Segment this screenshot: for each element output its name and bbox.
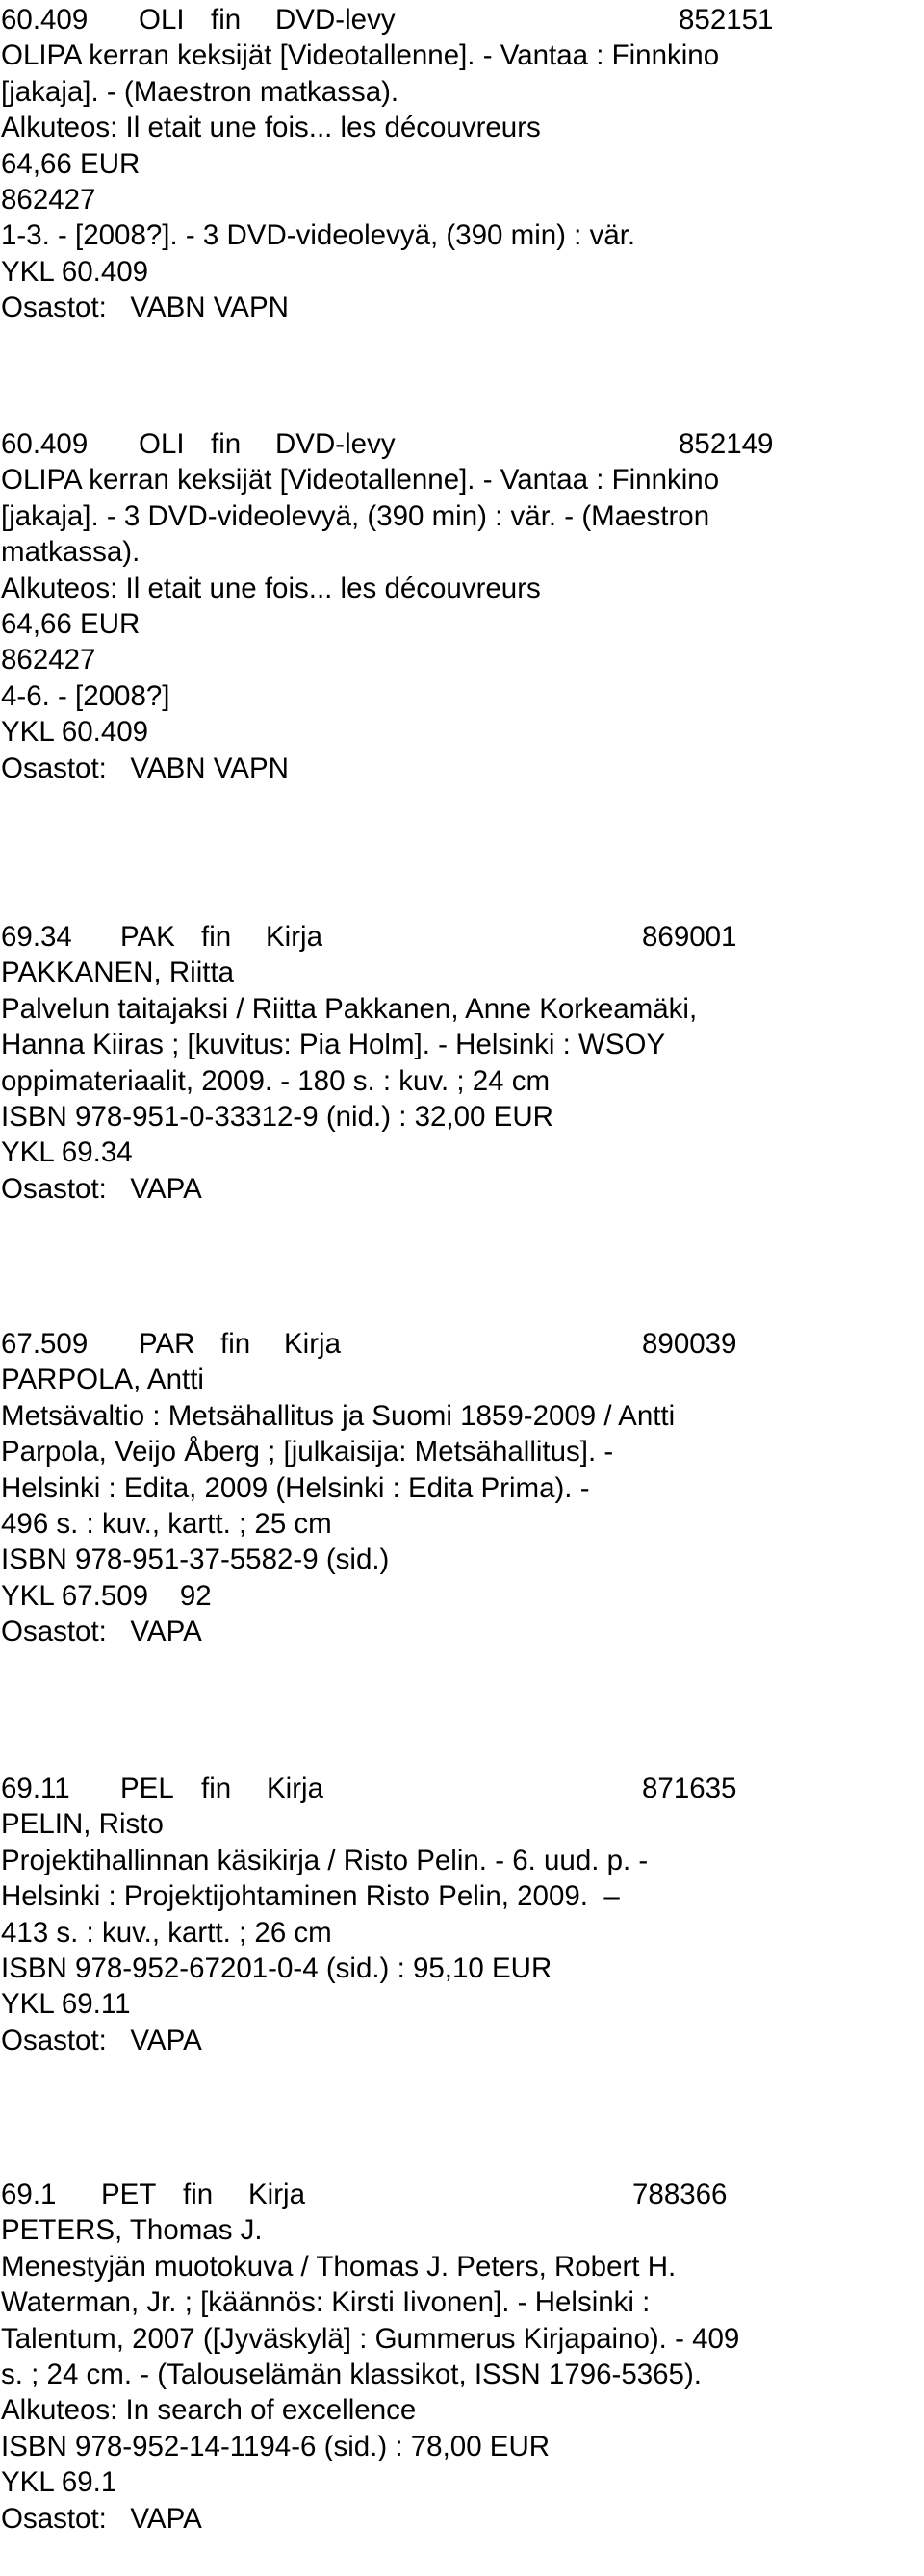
entry-line: Projektihallinnan käsikirja / Risto Pelin. - 6. uud. p. - — [1, 1844, 649, 1876]
catalog-entry — [1, 2, 920, 326]
entry-number: 871635 — [642, 1773, 737, 1804]
entry-line: PELIN, Risto — [1, 1808, 164, 1841]
entry-line: Helsinki : Projektijohtaminen Risto Pelin, 2009. – — [1, 1880, 620, 1913]
entry-line: Alkuteos: In search of excellence — [1, 2394, 417, 2427]
entry-line: YKL 67.509 92 — [1, 1579, 212, 1612]
entry-type: Kirja — [248, 2179, 306, 2210]
entry-line: Waterman, Jr. ; [käännös: Kirsti Iivonen]. - Helsinki : — [1, 2286, 651, 2319]
entry-line: Alkuteos: Il etait une fois... les découvreurs — [1, 572, 541, 604]
entry-class: 60.409 — [1, 4, 89, 36]
entry-line: 4-6. - [2008?] — [1, 679, 170, 712]
entry-line: oppimateriaalit, 2009. - 180 s. : kuv. ; 24 cm — [1, 1064, 551, 1097]
entry-line: 413 s. : kuv., kartt. ; 26 cm — [1, 1916, 332, 1949]
entry-line: YKL 60.409 — [1, 716, 149, 749]
entry-line: OLIPA kerran keksijät [Videotallenne]. - Vantaa : Finnkino — [1, 464, 720, 497]
entry-line: Osastot: VABN VAPN — [1, 752, 289, 784]
entry-line: OLIPA kerran keksijät [Videotallenne]. - Vantaa : Finnkino — [1, 39, 720, 72]
entry-line: YKL 60.409 — [1, 255, 149, 288]
entry-class: 69.34 — [1, 921, 72, 953]
entry-line: YKL 69.34 — [1, 1136, 133, 1169]
entry-header — [1, 2, 920, 38]
entry-line: PARPOLA, Antti — [1, 1364, 204, 1396]
entry-line: Palvelun taitajaksi / Riitta Pakkanen, Anne Korkeamäki, — [1, 992, 698, 1025]
entry-line: Osastot: VABN VAPN — [1, 292, 289, 324]
entry-code: PAK — [120, 921, 175, 953]
entry-line: 862427 — [1, 183, 96, 216]
entry-number: 852149 — [679, 428, 774, 460]
entry-number: 869001 — [642, 921, 737, 953]
entry-line: 64,66 EUR — [1, 147, 141, 180]
entry-language: fin — [201, 921, 232, 953]
entry-number: 890039 — [642, 1328, 737, 1360]
catalog-entry — [1, 919, 920, 1207]
entry-line: 1-3. - [2008?]. - 3 DVD-videolevyä, (390 min) : vär. — [1, 219, 636, 252]
entry-line: Alkuteos: Il etait une fois... les découvreurs — [1, 112, 541, 144]
entry-line: 496 s. : kuv., kartt. ; 25 cm — [1, 1507, 332, 1540]
entry-line: matkassa). — [1, 536, 141, 569]
entry-line: Talentum, 2007 ([Jyväskylä] : Gummerus Kirjapaino). - 409 — [1, 2322, 740, 2355]
entry-line: Osastot: VAPA — [1, 2024, 202, 2056]
entry-type: Kirja — [267, 1773, 324, 1804]
entry-language: fin — [211, 428, 242, 460]
entry-class: 60.409 — [1, 428, 89, 460]
entry-line: YKL 69.1 — [1, 2466, 117, 2499]
entry-language: fin — [211, 4, 242, 36]
entry-line: ISBN 978-952-14-1194-6 (sid.) : 78,00 EUR — [1, 2430, 551, 2462]
entry-line: Metsävaltio : Metsähallitus ja Suomi 1859-2009 / Antti — [1, 1399, 676, 1432]
entry-class: 69.1 — [1, 2179, 57, 2210]
catalog-entry — [1, 1326, 920, 1650]
entry-number: 788366 — [632, 2179, 728, 2210]
entry-line: s. ; 24 cm. - (Talouselämän klassikot, ISSN 1796-5365). — [1, 2358, 702, 2390]
entry-line: ISBN 978-951-0-33312-9 (nid.) : 32,00 EUR — [1, 1100, 553, 1133]
entry-header — [1, 2177, 920, 2212]
entry-code: PAR — [139, 1328, 195, 1360]
entry-line: PAKKANEN, Riitta — [1, 956, 235, 989]
entry-type: Kirja — [266, 921, 323, 953]
entry-line: Osastot: VAPA — [1, 1616, 202, 1648]
entry-line: Menestyjän muotokuva / Thomas J. Peters, Robert H. — [1, 2250, 677, 2283]
entry-class: 67.509 — [1, 1328, 89, 1360]
entry-header — [1, 1326, 920, 1362]
entry-line: Parpola, Veijo Åberg ; [julkaisija: Metsähallitus]. - — [1, 1436, 614, 1468]
entry-language: fin — [201, 1773, 232, 1804]
entry-line: Helsinki : Edita, 2009 (Helsinki : Edita Prima). - — [1, 1471, 590, 1504]
entry-header — [1, 919, 920, 955]
entry-code: OLI — [139, 428, 185, 460]
catalog-entry — [1, 2177, 920, 2537]
entry-class: 69.11 — [1, 1773, 70, 1804]
entry-language: fin — [220, 1328, 251, 1360]
entry-line: Osastot: VAPA — [1, 1172, 202, 1205]
entry-line: [jakaja]. - 3 DVD-videolevyä, (390 min) : vär. - (Maestron — [1, 499, 710, 532]
entry-type: Kirja — [284, 1328, 342, 1360]
entry-number: 852151 — [679, 4, 774, 36]
entry-line: PETERS, Thomas J. — [1, 2214, 263, 2247]
entry-line: [jakaja]. - (Maestron matkassa). — [1, 75, 399, 108]
entry-code: PEL — [120, 1773, 174, 1804]
catalog-entry — [1, 1771, 920, 2058]
entry-header — [1, 426, 920, 462]
entry-header — [1, 1771, 920, 1806]
entry-line: Hanna Kiiras ; [kuvitus: Pia Holm]. - Helsinki : WSOY — [1, 1029, 666, 1061]
entry-line: ISBN 978-952-67201-0-4 (sid.) : 95,10 EUR — [1, 1951, 552, 1984]
catalog-entry — [1, 426, 920, 786]
entry-type: DVD-levy — [275, 428, 396, 460]
entry-line: 64,66 EUR — [1, 607, 141, 640]
entry-line: 862427 — [1, 644, 96, 676]
entry-language: fin — [183, 2179, 214, 2210]
entry-code: OLI — [139, 4, 185, 36]
entry-code: PET — [101, 2179, 157, 2210]
entry-type: DVD-levy — [275, 4, 396, 36]
entry-line: YKL 69.11 — [1, 1988, 131, 2021]
entry-line: ISBN 978-951-37-5582-9 (sid.) — [1, 1543, 390, 1576]
entry-line: Osastot: VAPA — [1, 2502, 202, 2535]
